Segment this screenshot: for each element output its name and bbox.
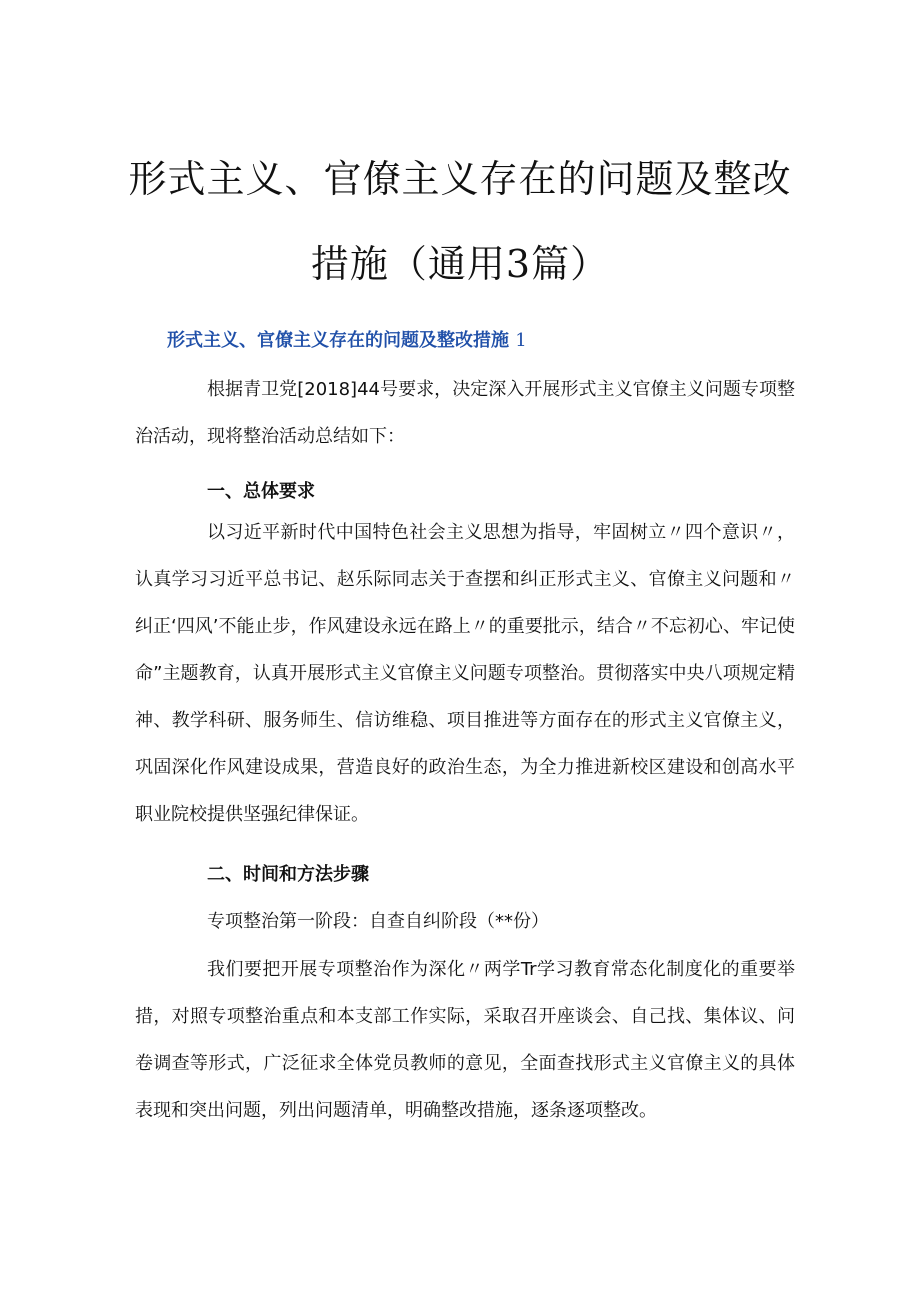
overall-requirements-paragraph: 以习近平新时代中国特色社会主义思想为指导，牢固树立〃四个意识〃，认真学习习近平总书记、赵乐际同志关于查摆和纠正形式主义、官僚主义问题和〃纠正‘四风’不能止步，作风建设永远在路上〃的重要批示，结合〃不忘初心、牢记使命”主题教育，认真开展形式主义官僚主义问题专项整治。贯彻落实中央八项规定精神、教学科研、服务师生、信访维稳、项目推进等方面存在的形式主义官僚主义，巩固深化作风建设成果，营造良好的政治生态，为全力推进新校区建设和创高水平职业院校提供坚强纪律保证。 (135, 522, 795, 825)
article-subtitle (167, 326, 527, 352)
document-title-line-1: 形式主义、官僚主义存在的问题及整改 (128, 157, 792, 201)
article-subtitle-number: 1 (515, 330, 527, 351)
document-title-line-2: 措施（通用3篇） (310, 242, 610, 286)
stage-one-line: 专项整治第一阶段：自查自纠阶段（**份） (207, 911, 549, 932)
stage-one-paragraph: 我们要把开展专项整治作为深化〃两学Tr学习教育常态化制度化的重要举措，对照专项整治重点和本支部工作实际，采取召开座谈会、自己找、集体议、问卷调查等形式，广泛征求全体党员教师的意见，全面查找形式主义官僚主义的具体表现和突出问题，列出问题清单，明确整改措施，逐条逐项整改。 (135, 959, 795, 1121)
intro-paragraph: 根据青卫党[2018]44号要求，决定深入开展形式主义官僚主义问题专项整治活动，现将整治活动总结如下： (135, 379, 795, 447)
section-heading-overall-requirements: 一、总体要求 (207, 481, 315, 502)
section-heading-time-and-steps: 二、时间和方法步骤 (207, 864, 369, 885)
article-subtitle-text: 形式主义、官僚主义存在的问题及整改措施 (167, 330, 509, 351)
